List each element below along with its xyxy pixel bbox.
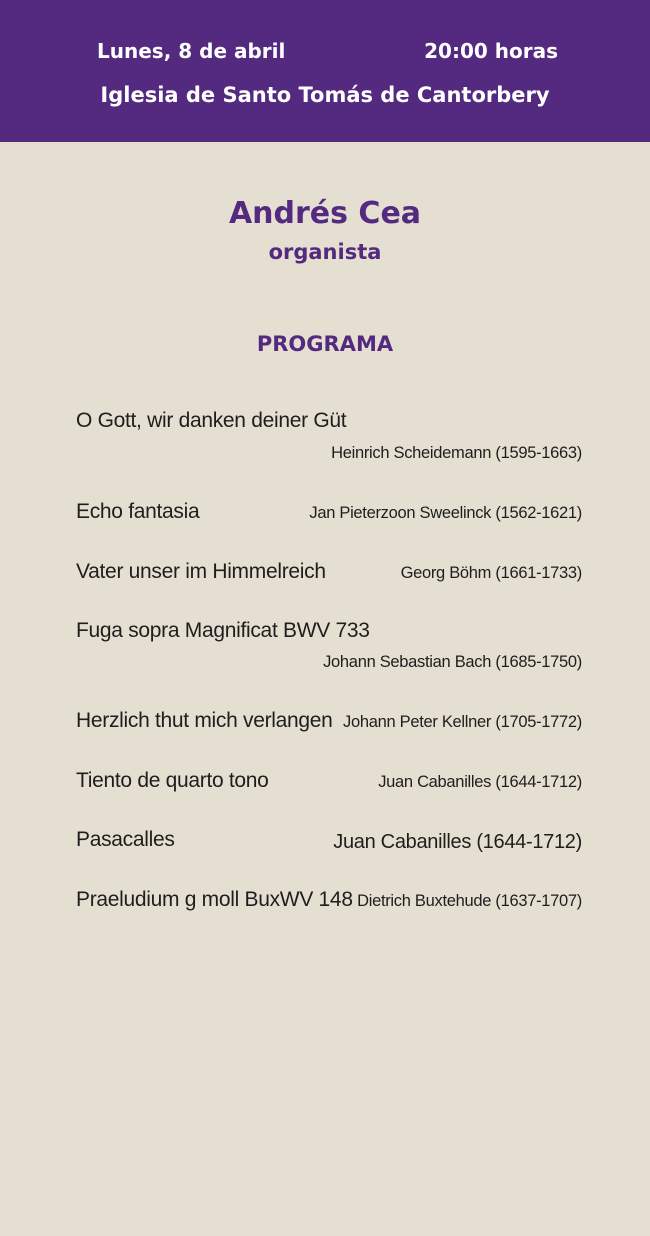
piece-title: O Gott, wir danken deiner Güt — [76, 409, 347, 432]
piece-title: Herzlich thut mich verlangen — [76, 709, 333, 732]
piece-composer: Georg Böhm (1661-1733) — [400, 564, 582, 582]
concert-date: Lunes, 8 de abril — [97, 39, 286, 63]
concert-venue: Iglesia de Santo Tomás de Cantorbery — [100, 83, 550, 107]
piece-title: Echo fantasia — [76, 500, 200, 523]
program-item — [0, 768, 650, 828]
program-item — [0, 408, 650, 468]
program-item — [0, 887, 650, 947]
piece-title: Fuga sopra Magnificat BWV 733 — [76, 619, 370, 642]
piece-title: Pasacalles — [76, 828, 175, 851]
piece-composer: Jan Pieterzoon Sweelinck (1562-1621) — [309, 504, 582, 522]
concert-time: 20:00 horas — [424, 39, 558, 63]
piece-composer: Juan Cabanilles (1644-1712) — [378, 773, 582, 791]
piece-composer: Heinrich Scheidemann (1595-1663) — [331, 444, 582, 462]
piece-title: Vater unser im Himmelreich — [76, 560, 326, 583]
performer-role: organista — [268, 240, 382, 264]
piece-composer: Juan Cabanilles (1644-1712) — [333, 831, 582, 853]
program-item — [0, 559, 650, 619]
piece-composer: Dietrich Buxtehude (1637-1707) — [357, 892, 582, 910]
concert-header — [0, 0, 650, 142]
piece-title: Tiento de quarto tono — [76, 769, 269, 792]
performer-name: Andrés Cea — [228, 196, 422, 231]
program-item — [0, 618, 650, 678]
program-item — [0, 499, 650, 559]
piece-composer: Johann Sebastian Bach (1685-1750) — [323, 653, 582, 671]
piece-title: Praeludium g moll BuxWV 148 — [76, 888, 353, 911]
program-item — [0, 708, 650, 768]
program-heading: PROGRAMA — [256, 332, 394, 356]
program-item — [0, 827, 650, 887]
piece-composer: Johann Peter Kellner (1705-1772) — [343, 713, 582, 731]
